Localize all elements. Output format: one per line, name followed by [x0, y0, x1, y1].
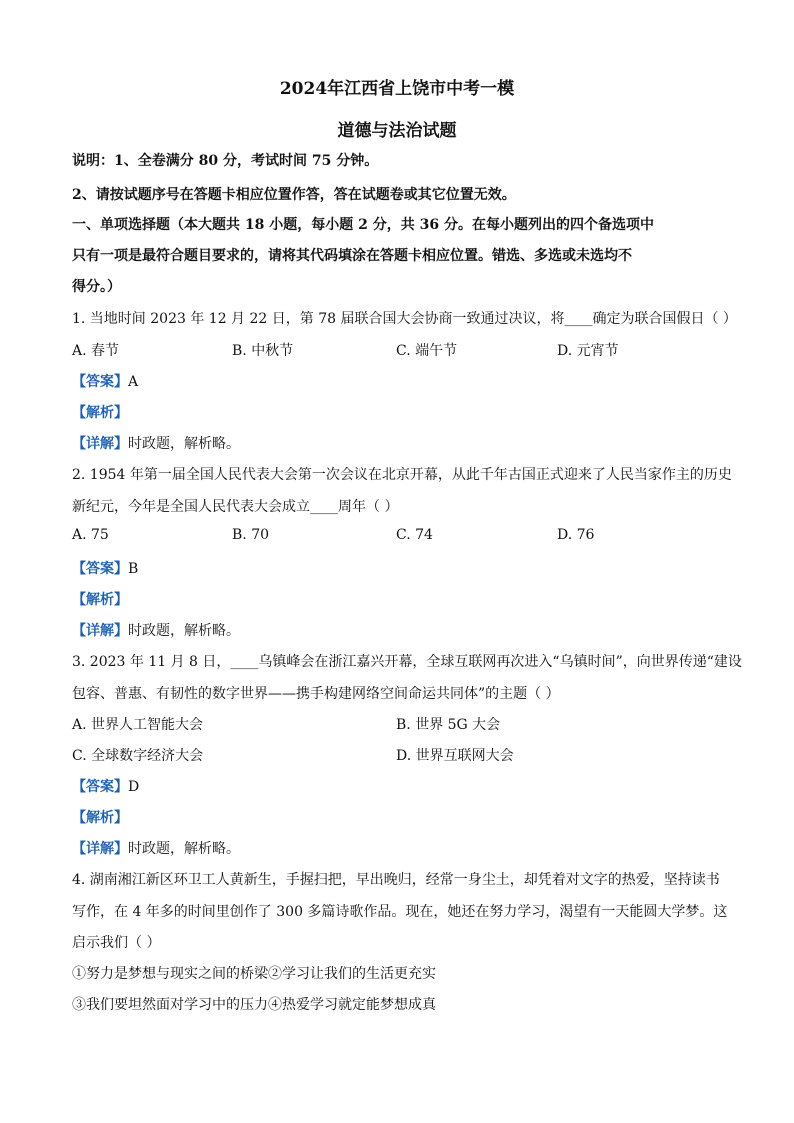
question-3-stem-line-2: 包容、普惠、有韧性的数字世界——携手构建网络空间命运共同体”的主题（ ） [72, 686, 560, 702]
question-4-stem-line-2: 写作，在 4 年多的时间里创作了 300 多篇诗歌作品。现在，她还在努力学习，渴望有一天能圆大学梦。这 [72, 904, 728, 920]
question-2-analysis [72, 589, 128, 609]
answer-value: B [128, 561, 139, 577]
question-3-stem-line-1: 3. 2023 年 11 月 8 日，____乌镇峰会在浙江嘉兴开幕，全球互联网再次进入“乌镇时间”，向世界传递“建设 [72, 654, 742, 670]
instruction-1: 说明：1、全卷满分 80 分，考试时间 75 分钟。 [72, 153, 379, 169]
question-1-stem: 1. 当地时间 2023 年 12 月 22 日，第 78 届联合国大会协商一致通过决议，将____确定为联合国假日（ ） [72, 311, 737, 327]
answer-label: 【答案】 [72, 561, 128, 577]
question-3-answer [72, 776, 139, 796]
section-heading-line-3: 得分。） [72, 279, 121, 295]
detail-label: 【详解】 [72, 436, 128, 452]
question-2-detail [72, 620, 240, 640]
question-3-option-c: C. 全球数字经济大会 [72, 748, 204, 764]
question-3-analysis [72, 807, 128, 827]
question-1-detail [72, 433, 240, 453]
analysis-label: 【解析】 [72, 810, 128, 826]
question-2-option-d: D. 76 [557, 527, 595, 543]
question-1-option-a: A. 春节 [72, 343, 120, 359]
question-1-analysis [72, 402, 128, 422]
question-3-detail [72, 838, 240, 858]
question-2-answer [72, 558, 138, 578]
question-1-option-d: D. 元宵节 [557, 343, 619, 359]
question-3-option-d: D. 世界互联网大会 [396, 748, 514, 764]
detail-label: 【详解】 [72, 841, 128, 857]
answer-label: 【答案】 [72, 374, 128, 390]
question-1-answer [72, 371, 138, 391]
question-1-option-c: C. 端午节 [396, 343, 458, 359]
question-4-stem-line-3: 启示我们（ ） [72, 935, 161, 951]
section-heading-line-2: 只有一项是最符合题目要求的，请将其代码填涂在答题卡相应位置。错选、多选或未选均不 [72, 248, 632, 264]
question-4-statements-line-1: ①努力是梦想与现实之间的桥梁②学习让我们的生活更充实 [72, 966, 436, 982]
instruction-2: 2、请按试题序号在答题卡相应位置作答，答在试题卷或其它位置无效。 [72, 187, 516, 203]
question-1-option-b: B. 中秋节 [232, 343, 294, 359]
detail-text: 时政题，解析略。 [128, 436, 240, 452]
answer-value: D [128, 779, 140, 795]
question-4-stem-line-1: 4. 湖南湘江新区环卫工人黄新生，手握扫把，早出晚归，经常一身尘土，却凭着对文字的热爱，坚持读书 [72, 872, 720, 888]
question-4-statements-line-2: ③我们要坦然面对学习中的压力④热爱学习就定能梦想成真 [72, 997, 436, 1013]
exam-title: 2024年江西省上饶市中考一模 [279, 79, 515, 99]
answer-value: A [128, 374, 139, 390]
detail-label: 【详解】 [72, 623, 128, 639]
analysis-label: 【解析】 [72, 405, 128, 421]
detail-text: 时政题，解析略。 [128, 841, 240, 857]
question-2-stem-line-1: 2. 1954 年第一届全国人民代表大会第一次会议在北京开幕，从此千年古国正式迎来了人民当家作主的历史 [72, 467, 732, 483]
analysis-label: 【解析】 [72, 592, 128, 608]
answer-label: 【答案】 [72, 779, 128, 795]
question-2-option-c: C. 74 [396, 527, 433, 543]
question-2-stem-line-2: 新纪元，今年是全国人民代表大会成立____周年（ ） [72, 499, 399, 515]
section-heading-line-1: 一、单项选择题（本大题共 18 小题，每小题 2 分，共 36 分。在每小题列出的四个备选项中 [72, 217, 654, 233]
detail-text: 时政题，解析略。 [128, 623, 240, 639]
question-3-option-b: B. 世界 5G 大会 [396, 717, 501, 733]
exam-subject: 道德与法治试题 [337, 121, 457, 141]
question-2-option-a: A. 75 [72, 527, 109, 543]
question-2-option-b: B. 70 [232, 527, 270, 543]
question-3-option-a: A. 世界人工智能大会 [72, 717, 204, 733]
